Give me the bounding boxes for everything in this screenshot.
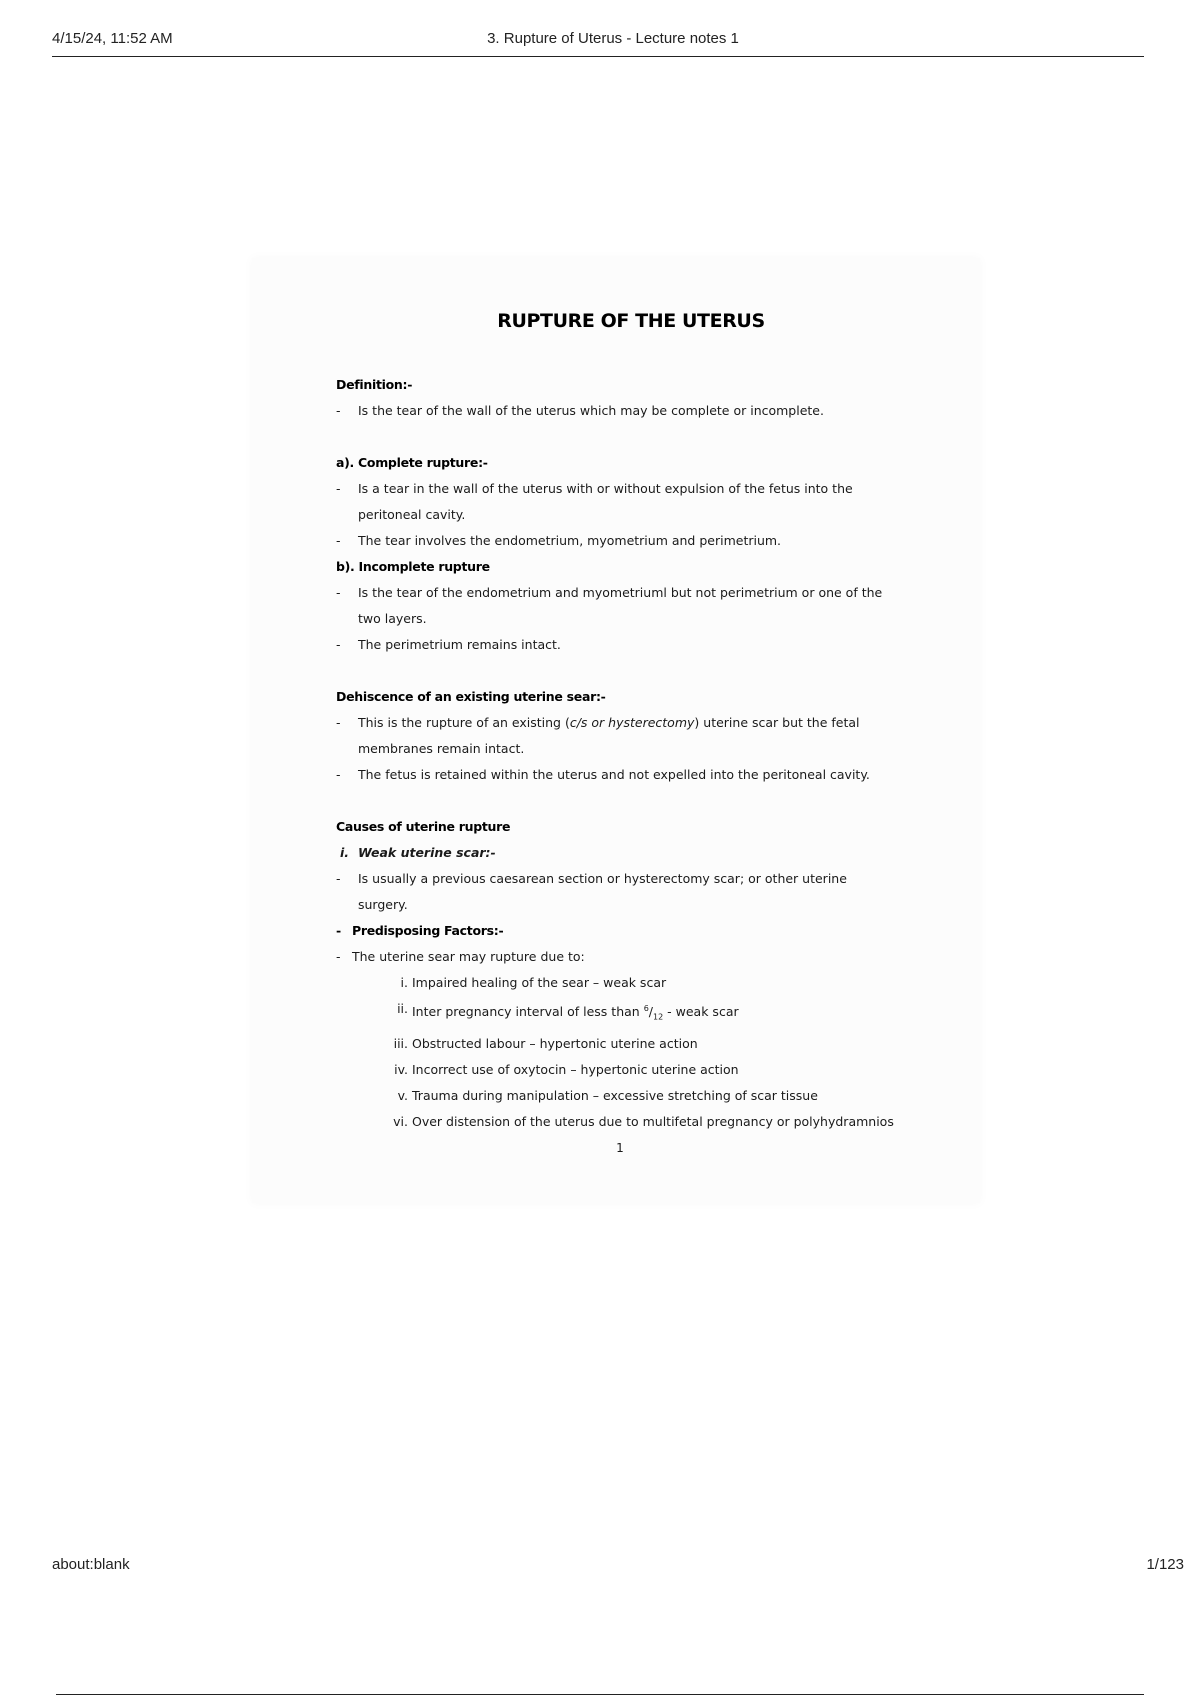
- list-item: [336, 528, 916, 554]
- list-item: [336, 398, 916, 424]
- weak-scar-heading: Weak uterine scar:-: [358, 845, 496, 860]
- list-item-continuation: [336, 892, 916, 918]
- dehiscence-text: The fetus is retained within the uterus and not expelled into the peritoneal cavity.: [358, 767, 870, 782]
- factor-text-post: - weak scar: [663, 1004, 739, 1020]
- bullet-dash: -: [336, 949, 341, 964]
- print-page-count: 1/123: [1146, 1556, 1184, 1573]
- weak-scar-text: Is usually a previous caesarean section or hysterectomy scar; or other uterine: [358, 871, 847, 886]
- complete-rupture-text: The tear involves the endometrium, myometrium and perimetrium.: [358, 533, 782, 548]
- list-item: [336, 476, 916, 502]
- list-item: [392, 996, 916, 1031]
- factor-text: Over distension of the uterus due to multifetal pregnancy or polyhydramnios: [412, 1113, 894, 1129]
- print-date: 4/15/24, 11:52 AM: [52, 30, 173, 47]
- factor-text-pre: Inter pregnancy interval of less than: [412, 1004, 644, 1020]
- list-number: iii.: [393, 1035, 408, 1051]
- predisposing-factors-list: [336, 970, 916, 1135]
- dehiscence-text-italic: c/s or hysterectomy: [569, 715, 695, 730]
- predisposing-lead-text: The uterine sear may rupture due to:: [352, 949, 585, 964]
- dehiscence-continuation: membranes remain intact.: [358, 741, 525, 756]
- predisposing-factors-item: [336, 918, 916, 944]
- fraction-denominator: 12: [653, 1012, 664, 1022]
- bullet-dash: -: [336, 481, 341, 496]
- bullet-dash: -: [336, 585, 341, 600]
- bullet-dash: -: [336, 767, 341, 782]
- list-item: [392, 970, 916, 996]
- incomplete-rupture-heading: b). Incomplete rupture: [336, 559, 490, 574]
- print-footer: [52, 1556, 1184, 1576]
- list-number: v.: [397, 1087, 408, 1103]
- document-content: [336, 308, 916, 1161]
- predisposing-factors-heading: Predisposing Factors:-: [352, 923, 504, 938]
- list-item: [336, 944, 916, 970]
- list-number: iv.: [394, 1061, 408, 1077]
- incomplete-rupture-continuation: two layers.: [358, 611, 427, 626]
- print-header: [52, 28, 1144, 56]
- list-item: [336, 632, 916, 658]
- list-item: [336, 866, 916, 892]
- document-page-number: 1: [616, 1140, 624, 1155]
- bullet-dash: -: [336, 637, 341, 652]
- print-url: about:blank: [52, 1556, 130, 1573]
- list-item: [336, 710, 916, 736]
- fraction-slash: /: [648, 1004, 653, 1020]
- dehiscence-heading: Dehiscence of an existing uterine sear:-: [336, 689, 606, 704]
- list-item: [392, 1031, 916, 1057]
- causes-heading: Causes of uterine rupture: [336, 819, 511, 834]
- header-divider: [52, 56, 1144, 57]
- complete-rupture-continuation: peritoneal cavity.: [358, 507, 466, 522]
- factor-text: Trauma during manipulation – excessive stretching of scar tissue: [412, 1087, 818, 1103]
- factor-text: Impaired healing of the sear – weak scar: [412, 975, 667, 990]
- document-title: RUPTURE OF THE UTERUS: [497, 310, 765, 332]
- complete-rupture-text: Is a tear in the wall of the uterus with or without expulsion of the fetus into the: [358, 481, 853, 496]
- definition-text: Is the tear of the wall of the uterus which may be complete or incomplete.: [358, 403, 824, 418]
- list-item: [392, 1057, 916, 1083]
- footer-divider: [56, 1694, 1144, 1695]
- list-item-continuation: [336, 502, 916, 528]
- subheading-number: i.: [340, 845, 350, 860]
- bullet-dash: -: [336, 871, 341, 886]
- print-document-title: 3. Rupture of Uterus - Lecture notes 1: [487, 30, 739, 47]
- factor-text: Incorrect use of oxytocin – hypertonic uterine action: [412, 1061, 739, 1077]
- list-number: ii.: [397, 1001, 408, 1016]
- list-number: vi.: [393, 1113, 408, 1129]
- list-item: [392, 1083, 916, 1109]
- weak-scar-continuation: surgery.: [358, 897, 408, 912]
- weak-scar-subheading: [336, 840, 916, 866]
- complete-rupture-heading: a). Complete rupture:-: [336, 455, 488, 470]
- incomplete-rupture-text: Is the tear of the endometrium and myometriuml but not perimetrium or one of the: [358, 585, 883, 600]
- list-item: [336, 580, 916, 606]
- dehiscence-text-post: ) uterine scar but the fetal: [694, 715, 860, 730]
- list-item: [336, 762, 916, 788]
- bullet-dash: -: [336, 923, 341, 938]
- list-item-continuation: [336, 606, 916, 632]
- fraction-numerator: 6: [643, 1004, 649, 1013]
- bullet-dash: -: [336, 715, 341, 730]
- list-item-continuation: [336, 736, 916, 762]
- factor-text: Obstructed labour – hypertonic uterine action: [412, 1035, 698, 1051]
- incomplete-rupture-text: The perimetrium remains intact.: [358, 637, 561, 652]
- list-number: i.: [400, 975, 408, 990]
- bullet-dash: -: [336, 533, 341, 548]
- dehiscence-text-pre: This is the rupture of an existing (: [358, 715, 570, 730]
- definition-heading: Definition:-: [336, 377, 413, 392]
- list-item: [392, 1109, 916, 1135]
- bullet-dash: -: [336, 403, 341, 418]
